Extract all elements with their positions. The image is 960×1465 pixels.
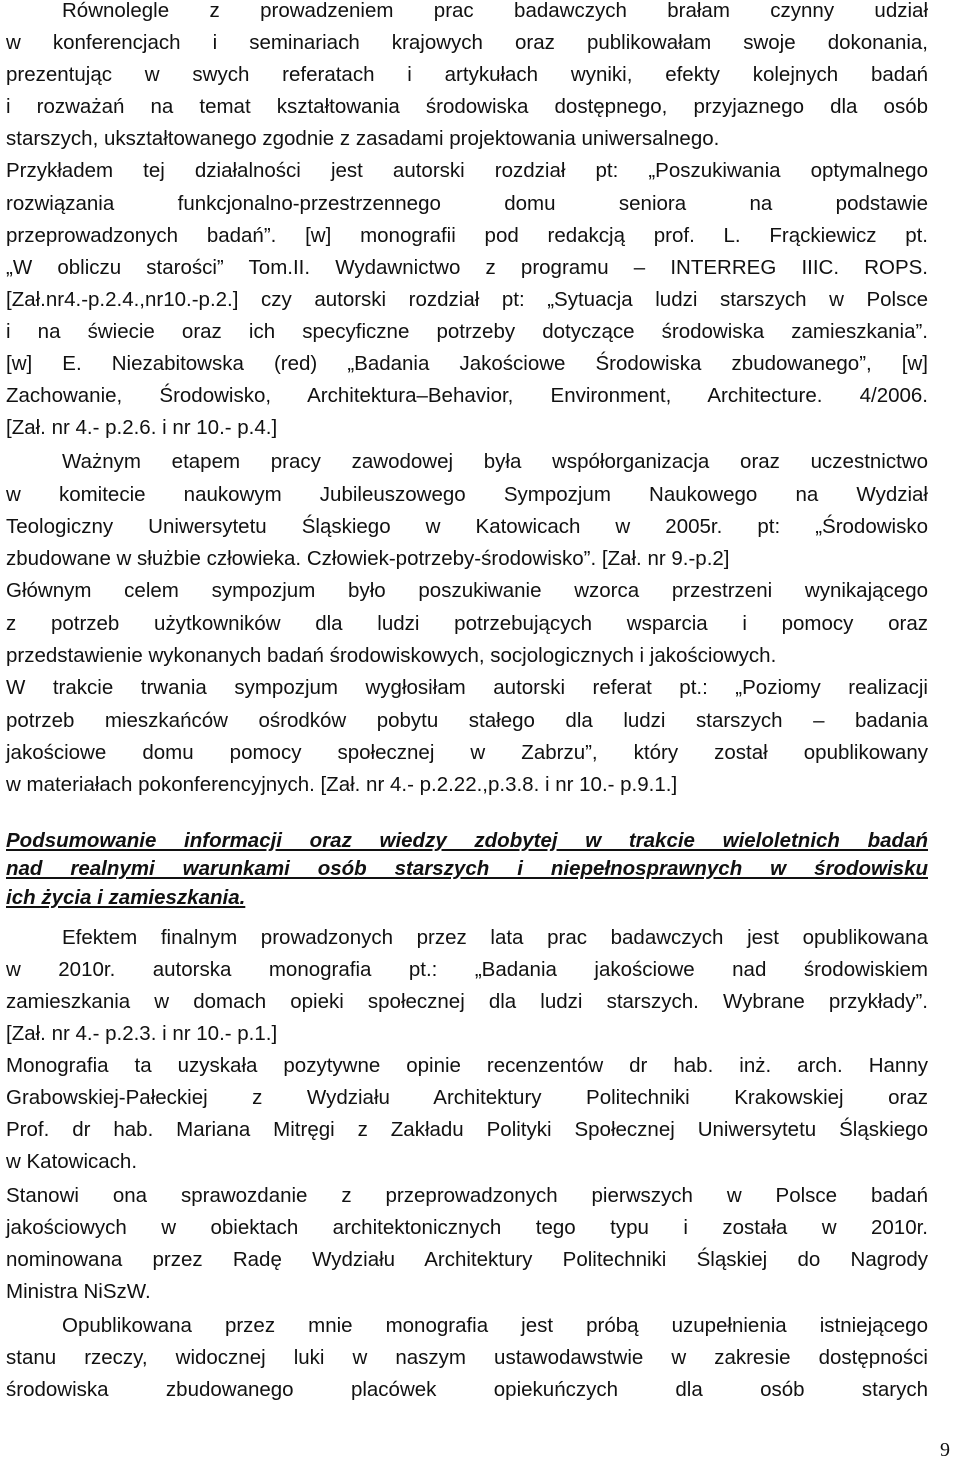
text-line: Zachowanie, Środowisko, Architektura–Behavior, Environment, Architecture. 4/2006. — [6, 384, 928, 407]
section-heading-line: nad realnymi warunkami osób starszych i niepełnosprawnych w środowisku — [6, 857, 928, 880]
text-line: potrzeb mieszkańców ośrodków pobytu stałego dla ludzi starszych – badania — [6, 709, 928, 732]
text-line: Głównym celem sympozjum było poszukiwanie wzorca przestrzeni wynikającego — [6, 579, 928, 602]
text-line: z potrzeb użytkowników dla ludzi potrzebujących wsparcia i pomocy oraz — [6, 612, 928, 635]
page-number: 9 — [940, 1439, 950, 1461]
text-line: przedstawienie wykonanych badań środowiskowych, socjologicznych i jakościowych. — [6, 644, 777, 667]
text-line: W trakcie trwania sympozjum wygłosiłam autorski referat pt.: „Poziomy realizacji — [6, 676, 928, 699]
text-line: w komitecie naukowym Jubileuszowego Sympozjum Naukowego na Wydział — [6, 483, 928, 506]
text-line: zamieszkania w domach opieki społecznej dla ludzi starszych. Wybrane przykłady”. — [6, 990, 928, 1013]
text-line: prezentując w swych referatach i artykułach wyniki, efekty kolejnych badań — [6, 63, 928, 86]
text-line: Ministra NiSzW. — [6, 1280, 151, 1303]
text-line: Opublikowana przez mnie monografia jest próbą uzupełnienia istniejącego — [62, 1314, 928, 1337]
text-line: w materiałach pokonferencyjnych. [Zał. nr 4.- p.2.22.,p.3.8. i nr 10.- p.9.1.] — [6, 773, 678, 796]
text-line: [Zał. nr 4.- p.2.3. i nr 10.- p.1.] — [6, 1022, 278, 1045]
text-line: zbudowane w służbie człowieka. Człowiek-potrzeby-środowisko”. [Zał. nr 9.-p.2] — [6, 547, 730, 570]
text-line: w 2010r. autorska monografia pt.: „Badania jakościowe nad środowiskiem — [6, 958, 928, 981]
text-line: i rozważań na temat kształtowania środowiska dostępnego, przyjaznego dla osób — [6, 95, 928, 118]
text-line: środowiska zbudowanego placówek opiekuńczych dla osób starych — [6, 1378, 928, 1401]
text-line: Ważnym etapem pracy zawodowej była współorganizacja oraz uczestnictwo — [62, 450, 928, 473]
text-line: [Zał.nr4.-p.2.4.,nr10.-p.2.] czy autorski rozdział pt: „Sytuacja ludzi starszych w Polsce — [6, 288, 928, 311]
text-line: Stanowi ona sprawozdanie z przeprowadzonych pierwszych w Polsce badań — [6, 1184, 928, 1207]
text-line: w Katowicach. — [6, 1150, 138, 1173]
text-line: w konferencjach i seminariach krajowych oraz publikowałam swoje dokonania, — [6, 31, 928, 54]
text-line: Przykładem tej działalności jest autorski rozdział pt: „Poszukiwania optymalnego — [6, 159, 928, 182]
section-heading-line: Podsumowanie informacji oraz wiedzy zdobytej w trakcie wieloletnich badań — [6, 829, 928, 852]
text-line: Równolegle z prowadzeniem prac badawczych brałam czynny udział — [62, 0, 928, 22]
text-line: stanu rzeczy, widocznej luki w naszym ustawodawstwie w zakresie dostępności — [6, 1346, 928, 1369]
text-line: jakościowych w obiektach architektonicznych tego typu i została w 2010r. — [6, 1216, 928, 1239]
text-line: Grabowskiej-Pałeckiej z Wydziału Architektury Politechniki Krakowskiej oraz — [6, 1086, 928, 1109]
section-heading-line: ich życia i zamieszkania. — [6, 886, 246, 909]
text-line: rozwiązania funkcjonalno-przestrzennego domu seniora na podstawie — [6, 192, 928, 215]
text-line: starszych, ukształtowanego zgodnie z zasadami projektowania uniwersalnego. — [6, 127, 720, 150]
text-line: jakościowe domu pomocy społecznej w Zabrzu”, który został opublikowany — [6, 741, 928, 764]
text-line: Prof. dr hab. Mariana Mitręgi z Zakładu Polityki Społecznej Uniwersytetu Śląskiego — [6, 1118, 928, 1141]
text-line: [w] E. Niezabitowska (red) „Badania Jakościowe Środowiska zbudowanego”, [w] — [6, 352, 928, 375]
text-line: i na świecie oraz ich specyficzne potrzeby dotyczące środowiska zamieszkania”. — [6, 320, 928, 343]
text-line: nominowana przez Radę Wydziału Architektury Politechniki Śląskiej do Nagrody — [6, 1248, 928, 1271]
text-line: Efektem finalnym prowadzonych przez lata prac badawczych jest opublikowana — [62, 926, 928, 949]
text-line: przeprowadzonych badań”. [w] monografii pod redakcją prof. L. Frąckiewicz pt. — [6, 224, 928, 247]
text-line: Teologiczny Uniwersytetu Śląskiego w Katowicach w 2005r. pt: „Środowisko — [6, 515, 928, 538]
text-line: „W obliczu starości” Tom.II. Wydawnictwo z programu – INTERREG IIIC. ROPS. — [6, 256, 928, 279]
text-line: Monografia ta uzyskała pozytywne opinie recenzentów dr hab. inż. arch. Hanny — [6, 1054, 928, 1077]
text-line: [Zał. nr 4.- p.2.6. i nr 10.- p.4.] — [6, 416, 278, 439]
